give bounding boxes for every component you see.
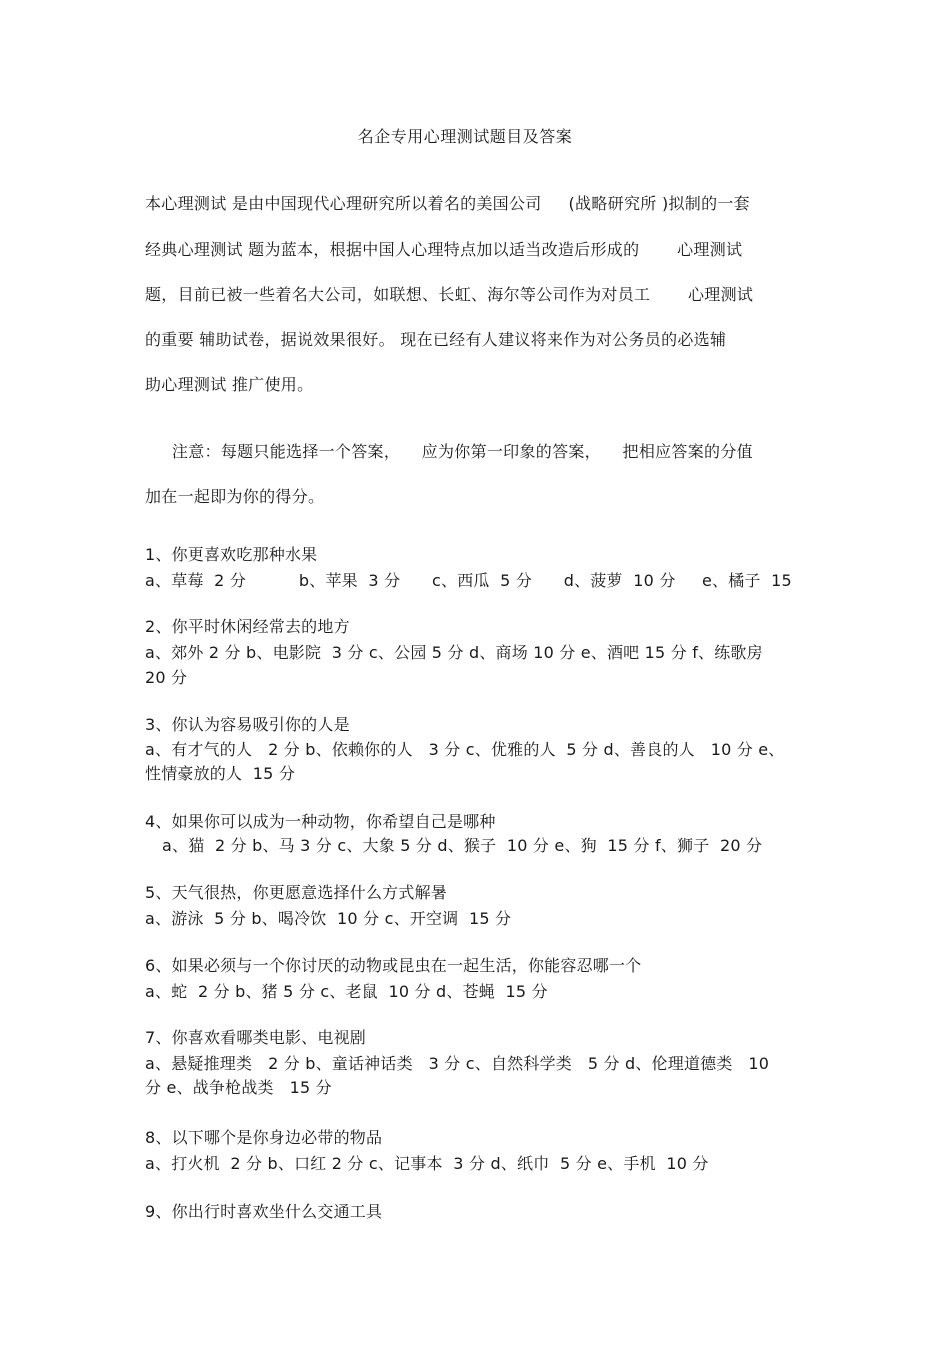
- question-answers: 20 分: [145, 668, 188, 687]
- question-answers: a、有才气的人 2 分 b、依赖你的人 3 分 c、优雅的人 5 分 d、善良的人 10 分 e、: [145, 740, 785, 759]
- question-title: 8、以下哪个是你身边必带的物品: [145, 1128, 383, 1147]
- intro-line: 助心理测试 推广使用。: [145, 375, 314, 394]
- question-title: 6、如果必须与一个你讨厌的动物或昆虫在一起生活，你能容忍哪一个: [145, 956, 642, 975]
- question-answers: a、打火机 2 分 b、口红 2 分 c、记事本 3 分 d、纸巾 5 分 e、手机 10 分: [145, 1154, 709, 1173]
- question-title: 7、你喜欢看哪类电影、电视剧: [145, 1028, 366, 1047]
- intro-line: 的重要 辅助试卷，据说效果很好。 现在已经有人建议将来作为对公务员的必选辅: [145, 330, 727, 349]
- question-answers: a、草莓 2 分 b、苹果 3 分 c、西瓜 5 分 d、菠萝 10 分 e、橘子 15: [145, 571, 792, 590]
- question-answers: a、猫 2 分 b、马 3 分 c、大象 5 分 d、猴子 10 分 e、狗 15 分 f、狮子 20 分: [162, 836, 763, 855]
- question-title: 2、你平时休闲经常去的地方: [145, 617, 350, 636]
- note-line: 注意：每题只能选择一个答案， 应为你第一印象的答案， 把相应答案的分值: [145, 442, 753, 461]
- question-answers: 分 e、战争枪战类 15 分: [145, 1078, 332, 1097]
- question-answers: a、悬疑推理类 2 分 b、童话神话类 3 分 c、自然科学类 5 分 d、伦理道德类 10: [145, 1054, 770, 1073]
- question-title: 1、你更喜欢吃那种水果: [145, 545, 318, 564]
- note-line: 加在一起即为你的得分。: [145, 487, 325, 506]
- question-answers: a、郊外 2 分 b、电影院 3 分 c、公园 5 分 d、商场 10 分 e、酒吧 15 分 f、练歌房: [145, 643, 763, 662]
- document-title: 名企专用心理测试题目及答案: [357, 127, 573, 146]
- question-answers: a、游泳 5 分 b、喝冷饮 10 分 c、开空调 15 分: [145, 909, 512, 928]
- question-title: 5、天气很热，你更愿意选择什么方式解暑: [145, 883, 447, 902]
- intro-line: 本心理测试 是由中国现代心理研究所以着名的美国公司 (战略研究所 )拟制的一套: [145, 194, 750, 213]
- question-answers: a、蛇 2 分 b、猪 5 分 c、老鼠 10 分 d、苍蝇 15 分: [145, 982, 548, 1001]
- question-title: 3、你认为容易吸引你的人是: [145, 715, 350, 734]
- intro-line: 题，目前已被一些着名大公司，如联想、长虹、海尔等公司作为对员工 心理测试: [145, 285, 754, 304]
- intro-line: 经典心理测试 题为蓝本，根据中国人心理特点加以适当改造后形成的 心理测试: [145, 240, 743, 259]
- question-answers: 性情豪放的人 15 分: [145, 764, 296, 783]
- question-title: 4、如果你可以成为一种动物，你希望自己是哪种: [145, 812, 496, 831]
- question-title: 9、你出行时喜欢坐什么交通工具: [145, 1202, 383, 1221]
